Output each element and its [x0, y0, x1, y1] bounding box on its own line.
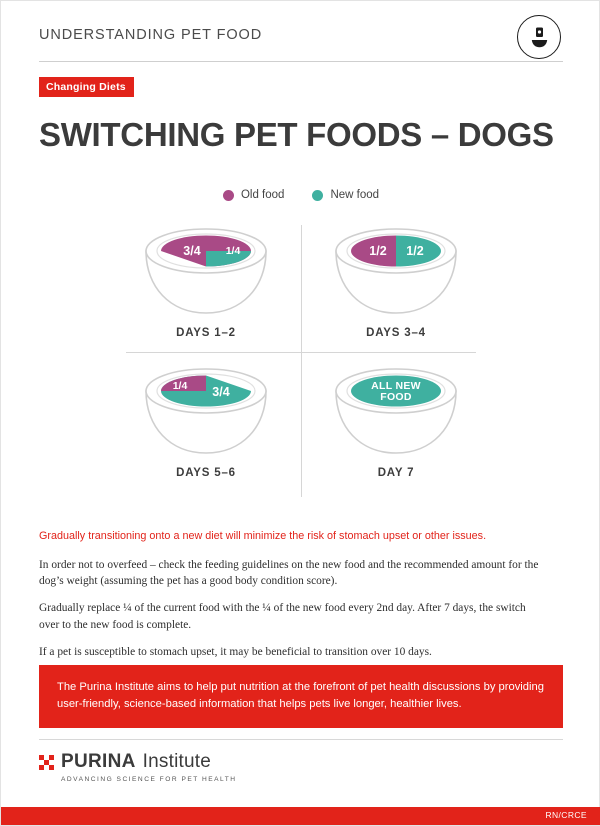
bowl-illustration [136, 217, 276, 321]
brand-subname: Institute [142, 751, 211, 772]
bowl-new-fraction: 3/4 [212, 385, 230, 399]
bowl-new-fraction: 1/4 [225, 245, 241, 257]
diagram-cell-days-3-4 [301, 217, 491, 357]
brand-name: PURINA [61, 751, 136, 772]
bowl-day-7 [301, 357, 491, 465]
footer-code: RN/CRCE [545, 810, 587, 820]
legend-dot-old-food [223, 190, 234, 201]
document-header [39, 15, 561, 59]
bowl-new-fraction: 1/2 [406, 244, 424, 258]
cell-label-days-5-6: DAYS 5–6 [176, 467, 236, 479]
legend-label-new-food: New food [330, 189, 380, 201]
bowl-illustration [136, 357, 276, 461]
lead-paragraph: Gradually transitioning onto a new diet will minimize the risk of stomach upset or other issues. [39, 530, 487, 542]
body-paragraph-2: Gradually replace ¼ of the current food with the ¼ of the new food every 2nd day. After 7 days, the switch over to the new food is complete. [39, 602, 526, 631]
chart-legend [1, 189, 600, 201]
body-paragraph-3: If a pet is susceptible to stomach upset, it may be beneficial to transition over 10 days. [39, 645, 432, 658]
bowl-old-fraction: 3/4 [183, 244, 201, 258]
legend-label-old-food: Old food [240, 189, 285, 201]
category-tag: Changing Diets [39, 77, 134, 97]
diagram-cell-day-7 [301, 357, 491, 497]
cell-label-days-3-4: DAYS 3–4 [366, 327, 426, 339]
logo-row [39, 751, 339, 773]
bowl-glyph-icon [531, 27, 548, 48]
diagram-cell-days-1-2 [111, 217, 301, 357]
legend-item-new-food [312, 189, 379, 201]
body-paragraph-1: In order not to overfeed – check the feeding guidelines on the new food and the recommended amount for the dog’s weight (assuming the pet has a good body condition score). [39, 559, 539, 588]
purina-institute-logo [39, 751, 339, 783]
bowl-old-fraction: 1/2 [369, 244, 387, 258]
bowl-all-new-line2: FOOD [380, 391, 412, 403]
cell-label-days-1-2: DAYS 1–2 [176, 327, 236, 339]
bowl-days-3-4 [301, 217, 491, 325]
page-title: SWITCHING PET FOODS – DOGS [39, 116, 554, 153]
bowl-illustration [326, 217, 466, 321]
transition-diagram [111, 217, 491, 507]
footer-divider [39, 739, 563, 740]
header-title: UNDERSTANDING PET FOOD [39, 27, 263, 43]
bowl-days-5-6 [111, 357, 301, 465]
legend-dot-new-food [312, 190, 323, 201]
bowl-illustration [326, 357, 466, 461]
body-copy [39, 557, 539, 671]
bowl-all-new-line1: ALL NEW [371, 380, 421, 392]
checkerboard-icon [39, 755, 54, 770]
diagram-cell-days-5-6 [111, 357, 301, 497]
bowl-old-fraction: 1/4 [172, 380, 188, 392]
brand-tagline: ADVANCING SCIENCE FOR PET HEALTH [61, 776, 237, 783]
bowl-days-1-2 [111, 217, 301, 325]
mission-callout: The Purina Institute aims to help put nutrition at the forefront of pet health discussions by providing user-friendly, science-based information that helps pets live longer, healthier lives. [39, 665, 563, 728]
header-divider [39, 61, 563, 62]
cell-label-day-7: DAY 7 [377, 467, 415, 479]
legend-item-old-food [223, 189, 284, 201]
pet-food-bowl-badge-icon [517, 15, 561, 59]
footer-bar [1, 807, 600, 825]
